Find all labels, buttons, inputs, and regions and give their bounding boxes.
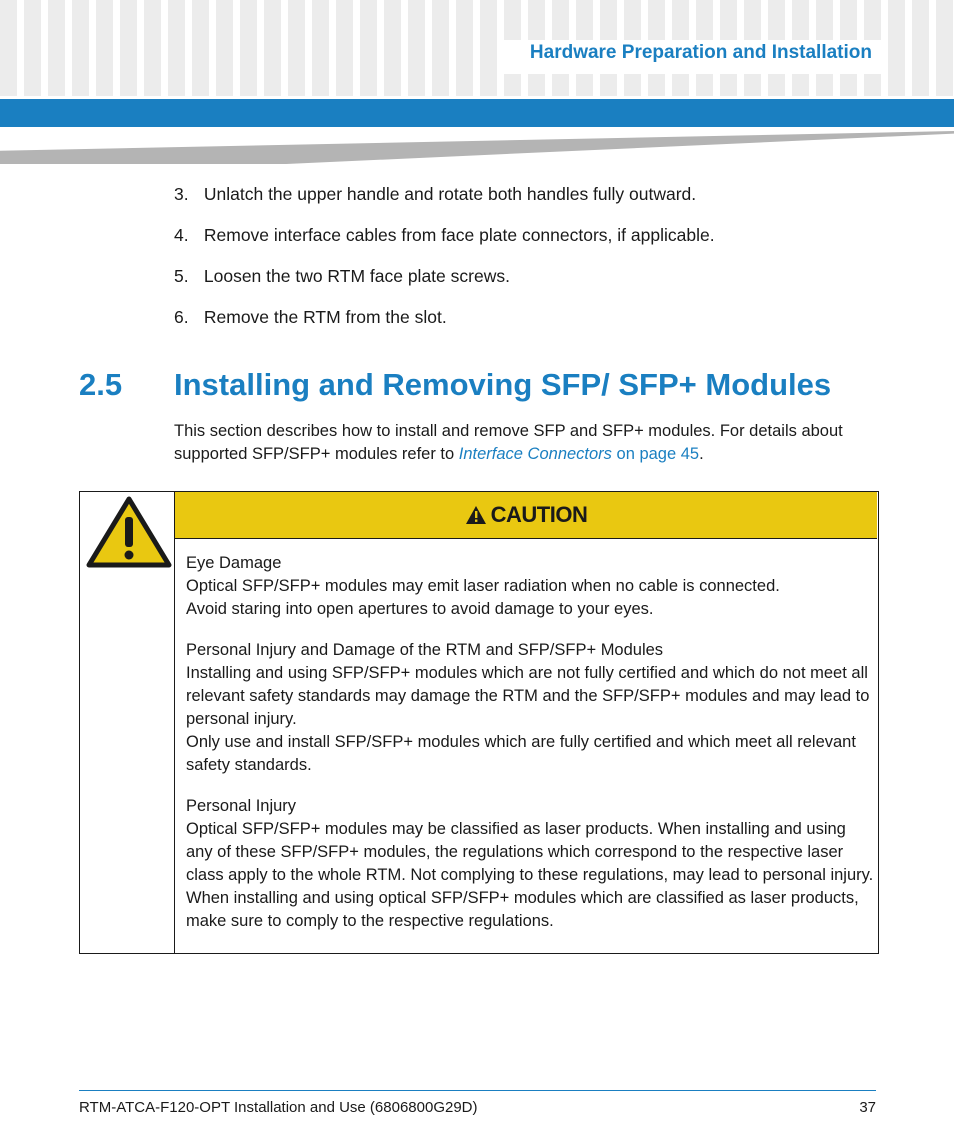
header-blue-bar xyxy=(0,99,954,127)
link-target-title: Interface Connectors xyxy=(458,445,612,463)
caution-paragraph xyxy=(186,795,874,933)
paragraph-line: Avoid staring into open apertures to avoid damage to your eyes. xyxy=(186,600,654,618)
paragraph-line: Optical SFP/SFP+ modules may be classified as laser products. When installing and using any of these SFP/SFP+ modules, the regulations which correspond to the respective laser class apply to the whole RTM. Not complying to these regulations, may lead to personal injury. xyxy=(186,820,874,884)
caution-label: CAUTION xyxy=(490,502,588,527)
paragraph-line: Optical SFP/SFP+ modules may emit laser radiation when no cable is connected. xyxy=(186,577,780,595)
section-title: Installing and Removing SFP/ SFP+ Modules xyxy=(174,367,832,402)
paragraph-line: Installing and using SFP/SFP+ modules which are not fully certified and which do not meet all relevant safety standards may damage the RTM and the SFP/SFP+ modules and may lead to personal injury. xyxy=(186,664,870,728)
step-item xyxy=(174,184,715,225)
step-item xyxy=(174,266,715,307)
paragraph-title: Eye Damage xyxy=(186,554,282,572)
cross-reference-link[interactable] xyxy=(459,445,699,463)
caution-content xyxy=(186,552,874,951)
footer-page-number: 37 xyxy=(859,1099,876,1116)
caution-banner xyxy=(175,492,877,539)
step-text: Remove the RTM from the slot. xyxy=(203,307,447,327)
step-number: 5. xyxy=(174,266,189,286)
header-gray-wedge xyxy=(0,131,954,164)
section-number: 2.5 xyxy=(79,367,123,402)
step-number: 6. xyxy=(174,307,189,327)
procedure-steps xyxy=(174,184,715,348)
caution-box xyxy=(79,491,879,954)
step-item xyxy=(174,225,715,266)
link-page-ref: on page 45 xyxy=(611,445,700,463)
step-item xyxy=(174,307,715,348)
warning-triangle-icon xyxy=(86,495,172,569)
footer-divider xyxy=(79,1090,876,1091)
step-text: Unlatch the upper handle and rotate both handles fully outward. xyxy=(203,184,697,204)
step-text: Loosen the two RTM face plate screws. xyxy=(203,266,510,286)
footer-document-title: RTM-ATCA-F120-OPT Installation and Use (6806800G29D) xyxy=(79,1099,478,1116)
running-header-title: Hardware Preparation and Installation xyxy=(529,42,872,63)
caution-paragraph xyxy=(186,552,874,621)
paragraph-line: Only use and install SFP/SFP+ modules which are fully certified and which meet all relevant safety standards. xyxy=(186,733,856,774)
intro-text: This section describes how to install and remove SFP and SFP+ modules. For details about supported SFP/SFP+ modules refer to xyxy=(174,422,843,463)
caution-paragraph xyxy=(186,639,874,777)
paragraph-title: Personal Injury xyxy=(186,797,297,815)
caution-icon-column xyxy=(80,492,175,953)
intro-end: . xyxy=(699,445,704,463)
step-text: Remove interface cables from face plate connectors, if applicable. xyxy=(203,225,715,245)
section-intro xyxy=(174,420,874,466)
section-heading xyxy=(79,367,831,403)
caution-small-triangle-icon xyxy=(465,505,487,525)
step-number: 3. xyxy=(174,184,189,204)
step-number: 4. xyxy=(174,225,189,245)
paragraph-title: Personal Injury and Damage of the RTM and SFP/SFP+ Modules xyxy=(186,641,664,659)
paragraph-line: When installing and using optical SFP/SFP+ modules which are classified as laser products, make sure to comply to the respective regulations. xyxy=(186,889,859,930)
